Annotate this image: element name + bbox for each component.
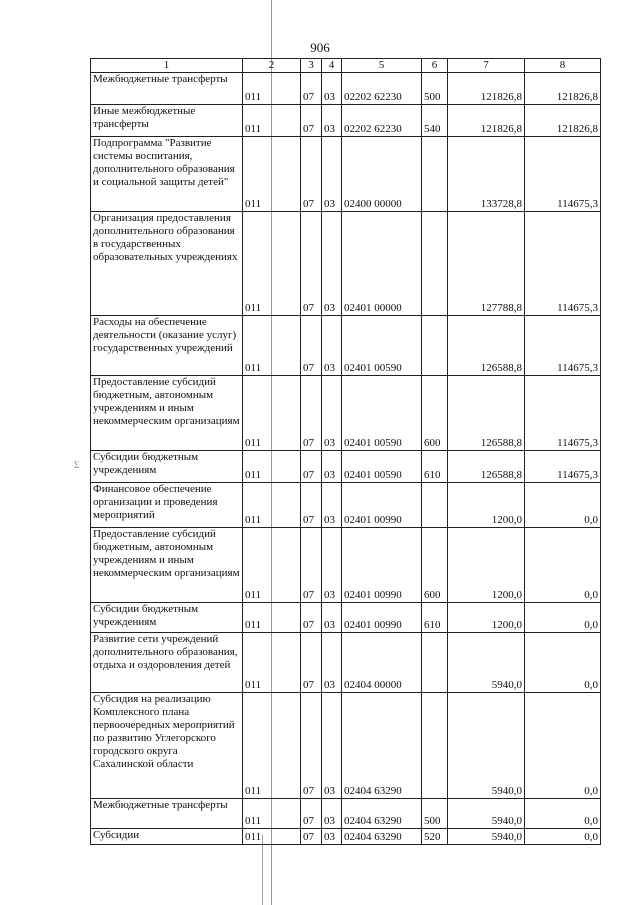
cell-expense-type: 600 (422, 376, 448, 451)
cell-section: 07 (301, 633, 322, 693)
row-name: Иные межбюджетные трансферты (91, 105, 243, 137)
budget-table (90, 58, 601, 845)
cell-amount-2: 0,0 (525, 483, 601, 528)
cell-amount-2: 0,0 (525, 633, 601, 693)
cell-expense-type: 500 (422, 799, 448, 829)
table-row (91, 316, 601, 376)
column-header: 6 (422, 59, 448, 73)
cell-amount-1: 1200,0 (448, 483, 525, 528)
cell-amount-2: 0,0 (525, 829, 601, 845)
cell-expense-type: 540 (422, 105, 448, 137)
cell-expense-type: 600 (422, 528, 448, 603)
table-row (91, 693, 601, 799)
cell-amount-1: 121826,8 (448, 73, 525, 105)
cell-admin-code: 011 (243, 603, 301, 633)
cell-admin-code: 011 (243, 528, 301, 603)
cell-amount-2: 0,0 (525, 799, 601, 829)
cell-amount-1: 5940,0 (448, 829, 525, 845)
cell-amount-1: 126588,8 (448, 451, 525, 483)
cell-section: 07 (301, 528, 322, 603)
cell-target-article: 02401 00590 (342, 376, 422, 451)
cell-target-article: 02404 00000 (342, 633, 422, 693)
table-row (91, 633, 601, 693)
cell-target-article: 02400 00000 (342, 137, 422, 212)
cell-expense-type: 610 (422, 603, 448, 633)
table-row (91, 603, 601, 633)
cell-section: 07 (301, 212, 322, 316)
cell-section: 07 (301, 316, 322, 376)
page-fold-line-lower (262, 835, 263, 905)
column-header: 1 (91, 59, 243, 73)
table-row (91, 528, 601, 603)
cell-admin-code: 011 (243, 633, 301, 693)
cell-target-article: 02401 00990 (342, 603, 422, 633)
header-row (91, 59, 601, 73)
row-name: Предоставление субсидий бюджетным, автономным учреждениям и иным некоммерческим организациям (91, 528, 243, 603)
cell-amount-2: 114675,3 (525, 212, 601, 316)
column-header: 7 (448, 59, 525, 73)
cell-expense-type (422, 137, 448, 212)
cell-target-article: 02401 00000 (342, 212, 422, 316)
cell-subsection: 03 (322, 528, 342, 603)
cell-amount-1: 133728,8 (448, 137, 525, 212)
cell-amount-1: 126588,8 (448, 376, 525, 451)
cell-subsection: 03 (322, 799, 342, 829)
cell-section: 07 (301, 693, 322, 799)
cell-expense-type (422, 483, 448, 528)
cell-section: 07 (301, 829, 322, 845)
cell-admin-code: 011 (243, 137, 301, 212)
cell-admin-code: 011 (243, 73, 301, 105)
cell-amount-2: 114675,3 (525, 137, 601, 212)
cell-target-article: 02404 63290 (342, 799, 422, 829)
cell-section: 07 (301, 376, 322, 451)
row-name: Подпрограмма "Развитие системы воспитания, дополнительного образования и социальной защиты детей" (91, 137, 243, 212)
table-row (91, 137, 601, 212)
page-number: 906 (310, 40, 330, 55)
cell-expense-type (422, 633, 448, 693)
column-header: 4 (322, 59, 342, 73)
cell-target-article: 02404 63290 (342, 829, 422, 845)
cell-admin-code: 011 (243, 799, 301, 829)
cell-amount-2: 0,0 (525, 603, 601, 633)
cell-admin-code: 011 (243, 316, 301, 376)
cell-subsection: 03 (322, 603, 342, 633)
row-name: Субсидии (91, 829, 243, 845)
cell-subsection: 03 (322, 137, 342, 212)
cell-target-article: 02404 63290 (342, 693, 422, 799)
row-name: Субсидия на реализацию Комплексного плана первоочередных мероприятий по развитию Углегорского городского округа Сахалинской области (91, 693, 243, 799)
cell-target-article: 02401 00590 (342, 316, 422, 376)
table-row (91, 376, 601, 451)
row-name: Финансовое обеспечение организации и проведения мероприятий (91, 483, 243, 528)
cell-admin-code: 011 (243, 105, 301, 137)
cell-amount-2: 121826,8 (525, 105, 601, 137)
cell-subsection: 03 (322, 483, 342, 528)
cell-amount-1: 121826,8 (448, 105, 525, 137)
table-row (91, 829, 601, 845)
cell-amount-2: 0,0 (525, 528, 601, 603)
row-name: Субсидии бюджетным учреждениям (91, 603, 243, 633)
table-row (91, 451, 601, 483)
cell-expense-type: 610 (422, 451, 448, 483)
cell-subsection: 03 (322, 829, 342, 845)
row-name: Предоставление субсидий бюджетным, автономным учреждениям и иным некоммерческим организациям (91, 376, 243, 451)
cell-subsection: 03 (322, 316, 342, 376)
cell-amount-1: 5940,0 (448, 799, 525, 829)
cell-admin-code: 011 (243, 212, 301, 316)
table-row (91, 212, 601, 316)
column-header: 3 (301, 59, 322, 73)
cell-target-article: 02202 62230 (342, 73, 422, 105)
cell-amount-1: 126588,8 (448, 316, 525, 376)
cell-amount-1: 5940,0 (448, 633, 525, 693)
cell-amount-2: 121826,8 (525, 73, 601, 105)
cell-subsection: 03 (322, 376, 342, 451)
cell-target-article: 02401 00990 (342, 528, 422, 603)
cell-amount-2: 114675,3 (525, 376, 601, 451)
table-row (91, 73, 601, 105)
row-name: Субсидии бюджетным учреждениям (91, 451, 243, 483)
cell-subsection: 03 (322, 633, 342, 693)
row-name: Развитие сети учреждений дополнительного образования, отдыха и оздоровления детей (91, 633, 243, 693)
cell-target-article: 02202 62230 (342, 105, 422, 137)
cell-section: 07 (301, 483, 322, 528)
row-name: Межбюджетные трансферты (91, 73, 243, 105)
cell-subsection: 03 (322, 212, 342, 316)
cell-admin-code: 011 (243, 829, 301, 845)
cell-section: 07 (301, 105, 322, 137)
row-name: Организация предоставления дополнительного образования в государственных образовательных учреждениях (91, 212, 243, 316)
cell-amount-1: 5940,0 (448, 693, 525, 799)
cell-admin-code: 011 (243, 483, 301, 528)
cell-admin-code: 011 (243, 451, 301, 483)
cell-section: 07 (301, 451, 322, 483)
cell-target-article: 02401 00990 (342, 483, 422, 528)
cell-subsection: 03 (322, 693, 342, 799)
cell-amount-2: 114675,3 (525, 316, 601, 376)
column-header: 8 (525, 59, 601, 73)
cell-admin-code: 011 (243, 693, 301, 799)
table-row (91, 105, 601, 137)
table-row (91, 483, 601, 528)
cell-expense-type (422, 316, 448, 376)
cell-amount-1: 1200,0 (448, 528, 525, 603)
cell-section: 07 (301, 73, 322, 105)
cell-amount-1: 127788,8 (448, 212, 525, 316)
cell-admin-code: 011 (243, 376, 301, 451)
column-header: 2 (243, 59, 301, 73)
cell-target-article: 02401 00590 (342, 451, 422, 483)
cell-expense-type: 520 (422, 829, 448, 845)
cell-amount-1: 1200,0 (448, 603, 525, 633)
cell-section: 07 (301, 137, 322, 212)
cell-expense-type (422, 212, 448, 316)
cell-subsection: 03 (322, 105, 342, 137)
cell-amount-2: 0,0 (525, 693, 601, 799)
column-header: 5 (342, 59, 422, 73)
cell-section: 07 (301, 603, 322, 633)
table-row (91, 799, 601, 829)
cell-section: 07 (301, 799, 322, 829)
row-name: Расходы на обеспечение деятельности (оказание услуг) государственных учреждений (91, 316, 243, 376)
cell-amount-2: 114675,3 (525, 451, 601, 483)
cell-expense-type (422, 693, 448, 799)
cell-subsection: 03 (322, 451, 342, 483)
margin-mark: Σ (74, 460, 80, 470)
cell-subsection: 03 (322, 73, 342, 105)
cell-expense-type: 500 (422, 73, 448, 105)
row-name: Межбюджетные трансферты (91, 799, 243, 829)
